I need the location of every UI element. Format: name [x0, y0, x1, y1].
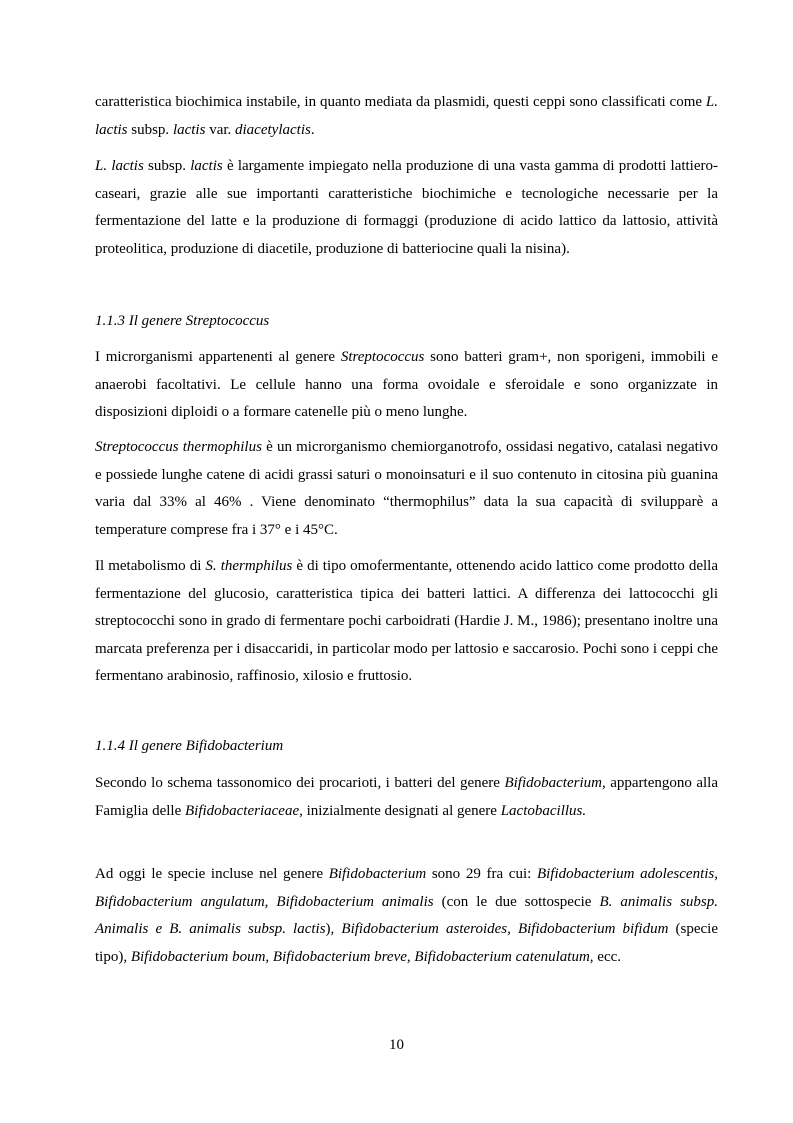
text-run: è un microrganismo chemiorganotrofo, ossidasi negativo, catalasi negativo e possiede lunghe catene di acidi grassi saturi o monoinsaturi e il suo contenuto in citosina più guanina varia dal 33% al 46% . Viene denominato “thermophilus” data la sua capacità di svilupparè a temperature comprese fra i 37° e i 45°C. — [95, 439, 718, 538]
text-run-italic: Bifidobacterium asteroides, Bifidobacterium bifidum — [341, 921, 669, 937]
text-run-italic: Bifidobacterium — [328, 866, 427, 882]
text-run: inizialmente designati al genere — [302, 802, 501, 819]
text-run: appartengono alla Famiglia delle — [95, 775, 719, 819]
paragraph-bifidobacterium-taxonomy — [95, 770, 718, 825]
text-run: subsp. — [127, 121, 173, 138]
text-run: caratteristica biochimica instabile, in quanto mediata da plasmidi, questi ceppi sono classificati come — [95, 94, 706, 110]
text-run-italic: , — [377, 775, 382, 791]
section-heading-bifidobacterium: 1.1.4 Il genere Bifidobacterium — [95, 738, 284, 754]
section-heading-streptococcus: 1.1.3 Il genere Streptococcus — [95, 313, 270, 329]
text-run-italic: Bifidobacterium adolescentis, Bifidobacterium angulatum, Bifidobacterium animalis — [95, 866, 718, 910]
text-run: Ad oggi le specie incluse nel genere — [95, 866, 329, 882]
text-run: , ecc. — [589, 948, 622, 965]
text-run: subsp. — [143, 158, 191, 174]
text-run-italic: Bifidobacteriaceae, — [184, 802, 303, 819]
text-run: è di tipo omofermentante, ottenendo acido lattico come prodotto della fermentazione del glucosio, caratteristica tipica dei batteri lattici. A differenza dei lattococchi gli streptococchi sono in grado di fermentare pochi carboidrati (Hardie J. M., 1986); presentano inoltre una marcata preferenza per i disaccaridi, in particolar modo per lattosio e saccarosio. Pochi sono i ceppi che fermentano arabinosio, raffinosio, xilosio e fruttosio. — [95, 558, 718, 684]
text-run: ), — [325, 921, 342, 937]
text-run: Secondo lo schema tassonomico dei procarioti — [95, 775, 378, 791]
text-run-italic: Lactobacillus. — [500, 802, 587, 819]
text-run-italic: Bifidobacterium, — [504, 775, 606, 791]
text-run: Il metabolismo di — [95, 558, 206, 574]
text-run-italic: lactis — [172, 121, 206, 138]
text-run-italic: B. animalis subsp. Animalis e B. animalis subsp. lactis — [95, 893, 719, 937]
paragraph-lactis-uses — [95, 153, 718, 263]
text-run-italic: diacetylactis — [235, 121, 311, 138]
text-run-italic: Bifidobacterium boum, Bifidobacterium breve, Bifidobacterium catenulatum — [130, 948, 590, 965]
text-run: I microrganismi appartenenti al genere — [95, 349, 341, 365]
paragraph-metabolism — [95, 553, 718, 691]
text-run-italic: Streptococcus — [340, 349, 425, 365]
text-run: (specie tipo), — [95, 921, 718, 965]
text-run: sono 29 fra cui: — [426, 866, 537, 882]
text-run-italic: L. lactis — [95, 94, 718, 138]
text-run-italic: L. lactis — [95, 158, 144, 174]
text-run: var. — [205, 121, 236, 138]
paragraph-bifidobacterium-species — [95, 861, 718, 971]
paragraph-lactis-variety — [95, 89, 718, 144]
text-run: sono batteri gram+, non sporigeni, immobili e anaerobi facoltativi. Le cellule hanno una forma ovoidale e sferoidale e sono organizzate in disposizioni diploidi o a formare catenelle più o meno lunghe. — [95, 349, 718, 420]
paragraph-streptococcus-intro — [95, 344, 718, 427]
text-run: i batteri del genere — [381, 775, 505, 791]
paragraph-thermophilus — [95, 434, 718, 544]
text-run-italic: Streptococcus thermophilus — [95, 439, 262, 455]
text-run: . — [310, 121, 315, 138]
text-run-italic: S. thermphilus — [205, 558, 293, 574]
text-run: è largamente impiegato nella produzione di una vasta gamma di prodotti lattiero-caseari, grazie alle sue importanti caratteristiche biochimiche e tecnologiche necessarie per la fermentazione del latte e la produzione di formaggi (produzione di acido lattico da lattosio, attività proteolitica, produzione di diacetile, produzione di batteriocine quali la nisina). — [95, 158, 718, 257]
text-run-italic: lactis — [190, 158, 223, 174]
text-run: (con le due sottospecie — [433, 893, 600, 910]
page-number: 10 — [389, 1037, 404, 1053]
